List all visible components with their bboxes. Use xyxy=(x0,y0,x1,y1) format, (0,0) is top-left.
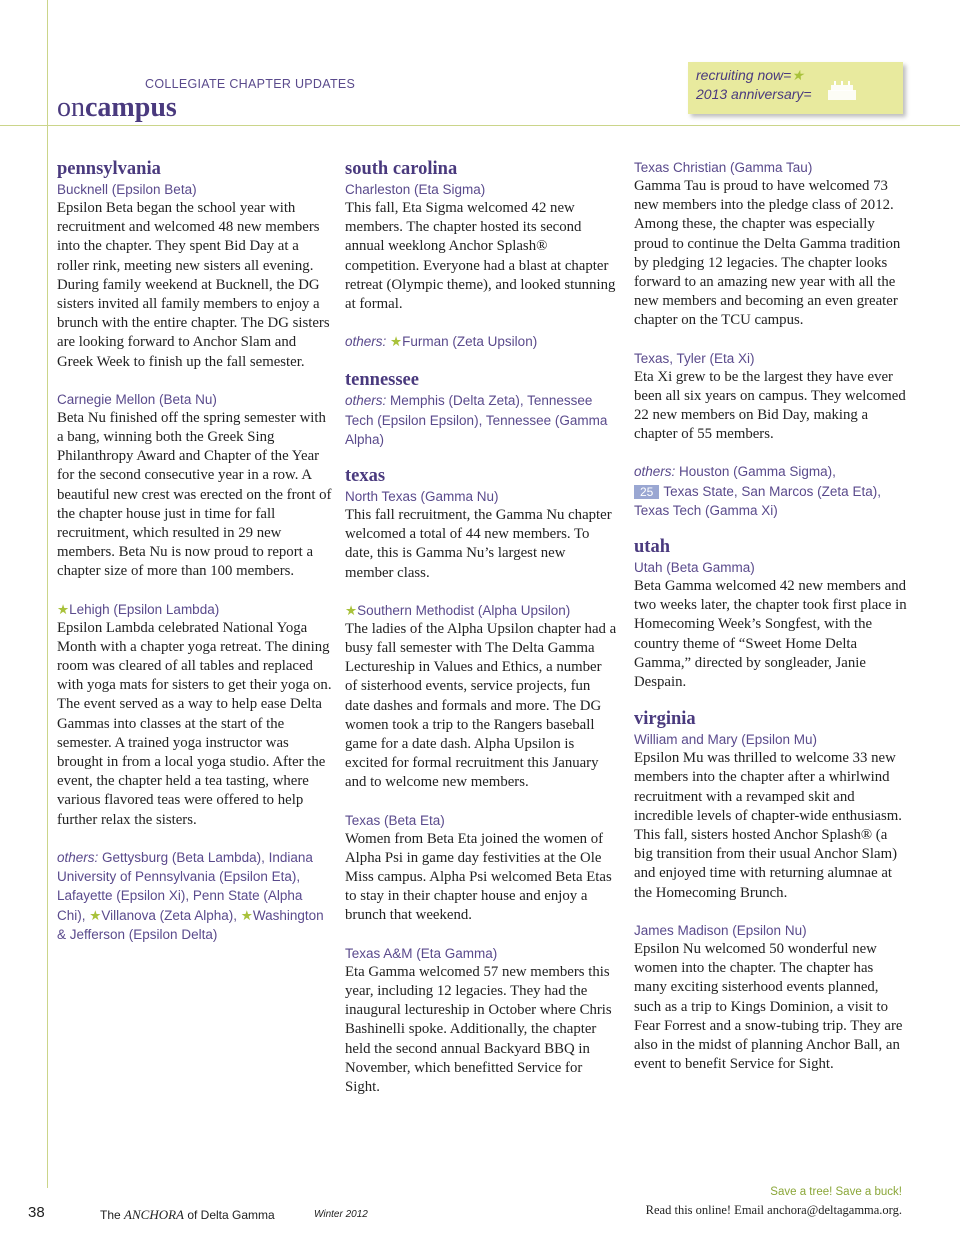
pub-name: ANCHORA xyxy=(124,1207,184,1222)
legend-anniversary-label: 2013 anniversary= xyxy=(696,86,812,102)
cake-icon xyxy=(826,80,858,102)
star-icon: ★ xyxy=(89,907,102,923)
issue-date: Winter 2012 xyxy=(314,1209,368,1220)
others-list xyxy=(634,462,909,520)
others-text: Houston (Gamma Sigma), xyxy=(679,464,836,480)
publication-name xyxy=(100,1207,275,1223)
chapter-name-text: Southern Methodist (Alpha Upsilon) xyxy=(357,602,571,618)
star-icon: ★ xyxy=(345,602,358,618)
state-heading-texas: texas xyxy=(345,466,386,487)
chapter-name: James Madison (Epsilon Nu) xyxy=(634,922,807,938)
page-number: 38 xyxy=(28,1204,45,1221)
chapter-report: Beta Gamma welcomed 42 new members and two weeks later, the chapter took first place in Homecoming Week’s Songfest, with the country theme of “Sweet Home Delta Gamma,” directed by songleader, Janie Despain. xyxy=(634,578,907,691)
star-icon: ★ xyxy=(57,601,70,617)
chapter-report: Eta Xi grew to be the largest they have ever been all six years on campus. They welcomed 22 new members on Bid Day, making a chapter of 55 members. xyxy=(634,368,906,443)
others-label: others: xyxy=(345,334,387,350)
state-heading-pennsylvania: pennsylvania xyxy=(57,159,161,179)
header-rule xyxy=(0,125,960,126)
chapter-report: Beta Nu finished off the spring semester with a bang, winning both the Greek Sing Philanthropy Award and Chapter of the Year for the second consecutive year in a row. A beautiful new crest was erected on the front of the chapter house just in time for fall recruitment, which resulted in 29 new members. Beta Nu is now proud to report a chapter size of more than 100 members. xyxy=(57,409,332,580)
chapter-report: Epsilon Nu welcomed 50 wonderful new women into the chapter. The chapter has many exciting sisterhood events planned, such as a trip to Kings Dominion, a visit to Fear Forrest and a snow-tubing trip. They are also in the midst of planning Anchor Ball, an event to benefit Service for Sight. xyxy=(634,940,903,1073)
chapter-report: This fall recruitment, the Gamma Nu chapter welcomed a total of 44 new members. To date, this is Gamma Nu’s largest new member class. xyxy=(345,507,612,581)
legend-box xyxy=(688,62,903,114)
others-label: others: xyxy=(634,464,676,480)
section-title xyxy=(57,92,177,124)
chapter-report: Women from Beta Eta joined the women of Alpha Psi in game day festivities at the Ole Miss campus. Alpha Psi welcomed Beta Etas to stay in their chapter house and enjoy a brunch that weekend. xyxy=(345,830,612,924)
chapter-name-text: Lehigh (Epsilon Lambda) xyxy=(69,601,220,617)
legend-recruiting-label: recruiting now= xyxy=(696,67,792,83)
others-label: others: xyxy=(345,393,387,409)
others-text: Villanova (Zeta Alpha), xyxy=(101,907,237,923)
column-right xyxy=(634,158,909,1074)
chapter-report: The ladies of the Alpha Upsilon chapter had a busy fall semester with The Delta Gamma Lectureship in Values and Ethics, a number of sisterhood events, service projects, fun date dashes and formals and more. The DG women took a trip to the Rangers baseball game for a date dash. Alpha Upsilon is excited for formal recruitment this January and to welcome new members. xyxy=(345,620,617,791)
read-online-note: Read this online! Email anchora@deltagamma.org. xyxy=(645,1203,902,1217)
chapter-name: Charleston (Eta Sigma) xyxy=(345,182,486,197)
star-icon: ★ xyxy=(390,334,403,350)
chapter-name: Texas, Tyler (Eta Xi) xyxy=(634,350,755,366)
chapter-name: William and Mary (Epsilon Mu) xyxy=(634,732,818,748)
title-bold: campus xyxy=(85,92,177,123)
chapter-name: North Texas (Gamma Nu) xyxy=(345,489,499,505)
chapter-name: Texas (Beta Eta) xyxy=(345,812,445,828)
section-kicker: COLLEGIATE CHAPTER UPDATES xyxy=(145,77,356,91)
others-list xyxy=(345,391,617,449)
chapter-name: Bucknell (Epsilon Beta) xyxy=(57,182,197,197)
chapter-name: Texas A&M (Eta Gamma) xyxy=(345,945,498,961)
others-list xyxy=(57,848,332,944)
state-heading-utah: utah xyxy=(634,537,670,558)
others-text: Memphis (Delta Zeta), Tennessee Tech (Epsilon Epsilon), Tennessee (Gamma Alpha) xyxy=(345,393,608,447)
vertical-rule xyxy=(47,0,48,1188)
chapter-name: Carnegie Mellon (Beta Nu) xyxy=(57,391,217,407)
star-icon: ★ xyxy=(791,67,804,83)
title-light: on xyxy=(57,92,85,123)
save-tagline: Save a tree! Save a buck! xyxy=(770,1186,902,1198)
pub-prefix: The xyxy=(100,1208,121,1222)
chapter-report: Gamma Tau is proud to have welcomed 73 new members into the pledge class of 2012. Among these, the chapter was especially proud to continue the Delta Gamma tradition by pledging 12 legacies. The chapter looks forward to an amazing new year with all the new members and becoming an even greater chapter on the TCU campus. xyxy=(634,178,901,329)
others-list xyxy=(345,332,617,351)
chapter-report: Epsilon Lambda celebrated National Yoga Month with a chapter yoga retreat. The dining room was cleared of all tables and replaced with yoga mats for sisters to get their yoga on. The event served as a way to help ease Delta Gammas into classes at the start of the semester. A trained yoga instructor was brought in from a local yoga studio. After the event, the chapter held a tea tasting, where various flavored teas were offered to help further relax the sisters. xyxy=(57,619,332,828)
column-middle xyxy=(345,158,617,1097)
others-text: Furman (Zeta Upsilon) xyxy=(402,334,538,350)
chapter-name-recruiting xyxy=(57,600,332,619)
state-heading-tennessee: tennessee xyxy=(345,370,419,391)
chapter-report: Epsilon Mu was thrilled to welcome 33 new members into the chapter after a whirlwind recruitment with a revamped skit and incredible levels of chapter-wide enthusiasm. This fall, sisters hosted Anchor Splash® (a big transition from their usual Anchor Slam) and enjoyed time with returning alumnae at the Homecoming Brunch. xyxy=(634,750,903,901)
others-label: others: xyxy=(57,849,99,865)
pub-suffix: of Delta Gamma xyxy=(187,1208,275,1222)
state-heading-south-carolina: south carolina xyxy=(345,159,458,179)
chapter-report: Eta Gamma welcomed 57 new members this year, including 12 legacies. They had the inaugural lectureship in October where Chris Bashinelli spoke. Additionally, the chapter held the second annual Backyard BBQ in November, which benefitted Service for Sight. xyxy=(345,963,612,1095)
chapter-name: Utah (Beta Gamma) xyxy=(634,560,755,576)
anniversary-badge: 25 xyxy=(634,485,659,499)
others-text: Texas State, San Marcos (Zeta Eta), Texas Tech (Gamma Xi) xyxy=(634,483,881,518)
star-icon: ★ xyxy=(240,907,253,923)
others-text: Gettysburg (Beta Lambda), Indiana University of Pennsylvania (Epsilon Eta), Lafayette (Epsilon Xi), Penn State (Alpha Chi), xyxy=(57,849,313,923)
chapter-name: Texas Christian (Gamma Tau) xyxy=(634,160,813,175)
legend-anniversary xyxy=(696,86,812,102)
column-left xyxy=(57,158,332,944)
others-text: Washington & Jefferson (Epsilon Delta) xyxy=(57,907,324,942)
chapter-name-recruiting xyxy=(345,601,617,620)
chapter-report: This fall, Eta Sigma welcomed 42 new members. The chapter hosted its second annual weeklong Anchor Splash® competition. Everyone had a blast at chapter retreat (Olympic theme), and looked stunning at formal. xyxy=(345,200,616,313)
legend-recruiting xyxy=(696,67,804,84)
chapter-report: Epsilon Beta began the school year with recruitment and welcomed 48 new members into the chapter. They spent Bid Day at a roller rink, meeting new sisters all evening. During family weekend at Bucknell, the DG sisters invited all family members to enjoy a brunch with the entire chapter. The DG sisters are looking forward to Anchor Slam and Greek Week to finish up the fall semester. xyxy=(57,200,330,370)
state-heading-virginia: virginia xyxy=(634,709,696,730)
